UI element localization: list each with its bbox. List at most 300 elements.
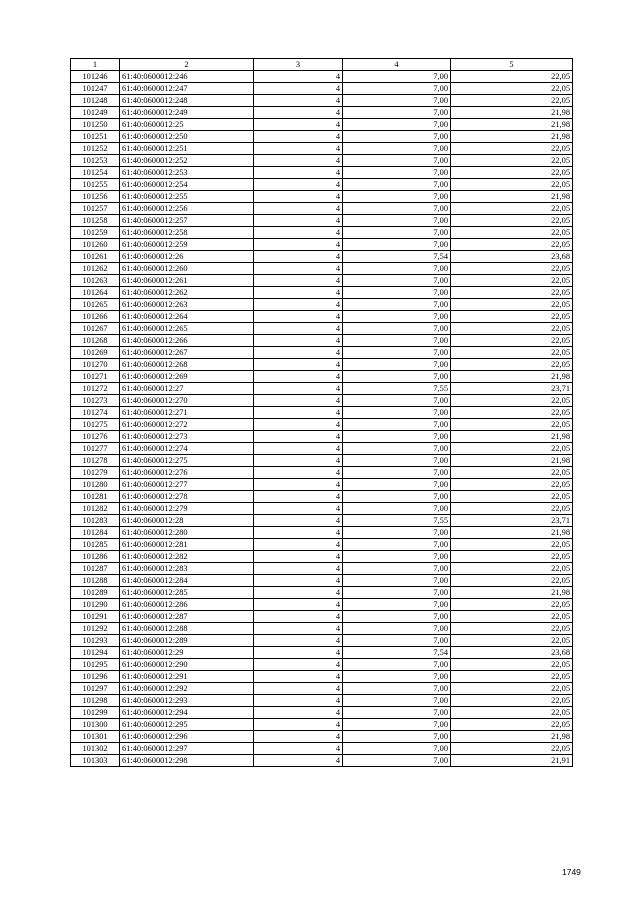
- col-4-value: 7,00: [343, 479, 451, 491]
- table-row: [71, 359, 573, 371]
- col-4-value: 7,00: [343, 155, 451, 167]
- row-id: 101285: [71, 539, 120, 551]
- col-4-value: 7,54: [343, 251, 451, 263]
- col-3-value: 4: [254, 695, 343, 707]
- col-3-value: 4: [254, 287, 343, 299]
- table-row: [71, 491, 573, 503]
- cadastral-number: 61:40:0600012:256: [120, 203, 254, 215]
- col-5-value: 23,68: [451, 647, 573, 659]
- col-3-value: 4: [254, 491, 343, 503]
- col-4-value: 7,00: [343, 263, 451, 275]
- cadastral-number: 61:40:0600012:253: [120, 167, 254, 179]
- cadastral-number: 61:40:0600012:290: [120, 659, 254, 671]
- cadastral-number: 61:40:0600012:280: [120, 527, 254, 539]
- column-header-3: 3: [254, 59, 343, 71]
- col-5-value: 22,05: [451, 335, 573, 347]
- col-3-value: 4: [254, 107, 343, 119]
- col-5-value: 22,05: [451, 707, 573, 719]
- table-row: [71, 731, 573, 743]
- col-5-value: 22,05: [451, 167, 573, 179]
- col-3-value: 4: [254, 635, 343, 647]
- col-3-value: 4: [254, 371, 343, 383]
- col-3-value: 4: [254, 335, 343, 347]
- col-4-value: 7,00: [343, 599, 451, 611]
- column-header-1: 1: [71, 59, 120, 71]
- table-row: [71, 647, 573, 659]
- cadastral-number: 61:40:0600012:249: [120, 107, 254, 119]
- row-id: 101252: [71, 143, 120, 155]
- col-4-value: 7,00: [343, 167, 451, 179]
- cadastral-number: 61:40:0600012:287: [120, 611, 254, 623]
- cadastral-number: 61:40:0600012:259: [120, 239, 254, 251]
- row-id: 101257: [71, 203, 120, 215]
- col-5-value: 22,05: [451, 491, 573, 503]
- col-3-value: 4: [254, 179, 343, 191]
- cadastral-number: 61:40:0600012:250: [120, 131, 254, 143]
- table-row: [71, 743, 573, 755]
- col-3-value: 4: [254, 671, 343, 683]
- col-3-value: 4: [254, 83, 343, 95]
- col-5-value: 22,05: [451, 419, 573, 431]
- col-3-value: 4: [254, 419, 343, 431]
- col-5-value: 22,05: [451, 323, 573, 335]
- table-row: [71, 215, 573, 227]
- table-row: [71, 107, 573, 119]
- cadastral-number: 61:40:0600012:274: [120, 443, 254, 455]
- cadastral-number: 61:40:0600012:260: [120, 263, 254, 275]
- cadastral-number: 61:40:0600012:266: [120, 335, 254, 347]
- col-3-value: 4: [254, 503, 343, 515]
- col-4-value: 7,00: [343, 719, 451, 731]
- col-3-value: 4: [254, 611, 343, 623]
- table-row: [71, 239, 573, 251]
- col-4-value: 7,00: [343, 539, 451, 551]
- col-3-value: 4: [254, 239, 343, 251]
- col-5-value: 23,71: [451, 515, 573, 527]
- cadastral-number: 61:40:0600012:275: [120, 455, 254, 467]
- col-4-value: 7,00: [343, 431, 451, 443]
- table-row: [71, 683, 573, 695]
- cadastral-number: 61:40:0600012:257: [120, 215, 254, 227]
- row-id: 101254: [71, 167, 120, 179]
- col-5-value: 22,05: [451, 311, 573, 323]
- cadastral-number: 61:40:0600012:294: [120, 707, 254, 719]
- row-id: 101272: [71, 383, 120, 395]
- col-3-value: 4: [254, 587, 343, 599]
- table-row: [71, 431, 573, 443]
- col-4-value: 7,00: [343, 491, 451, 503]
- col-5-value: 22,05: [451, 635, 573, 647]
- col-3-value: 4: [254, 155, 343, 167]
- cadastral-number: 61:40:0600012:271: [120, 407, 254, 419]
- cadastral-number: 61:40:0600012:254: [120, 179, 254, 191]
- cadastral-number: 61:40:0600012:258: [120, 227, 254, 239]
- table-row: [71, 479, 573, 491]
- table-row: [71, 503, 573, 515]
- col-4-value: 7,00: [343, 203, 451, 215]
- col-5-value: 22,05: [451, 671, 573, 683]
- col-5-value: 21,98: [451, 587, 573, 599]
- col-4-value: 7,00: [343, 371, 451, 383]
- col-4-value: 7,00: [343, 191, 451, 203]
- col-4-value: 7,00: [343, 335, 451, 347]
- col-4-value: 7,00: [343, 95, 451, 107]
- col-5-value: 22,05: [451, 479, 573, 491]
- col-3-value: 4: [254, 515, 343, 527]
- col-4-value: 7,55: [343, 515, 451, 527]
- table-row: [71, 599, 573, 611]
- row-id: 101302: [71, 743, 120, 755]
- table-row: [71, 659, 573, 671]
- cadastral-number: 61:40:0600012:298: [120, 755, 254, 767]
- header-row: [71, 59, 573, 71]
- row-id: 101269: [71, 347, 120, 359]
- col-3-value: 4: [254, 143, 343, 155]
- col-3-value: 4: [254, 359, 343, 371]
- table-row: [71, 71, 573, 83]
- row-id: 101300: [71, 719, 120, 731]
- col-3-value: 4: [254, 707, 343, 719]
- col-5-value: 21,98: [451, 527, 573, 539]
- column-header-4: 4: [343, 59, 451, 71]
- cadastral-number: 61:40:0600012:278: [120, 491, 254, 503]
- col-3-value: 4: [254, 659, 343, 671]
- row-id: 101297: [71, 683, 120, 695]
- col-3-value: 4: [254, 263, 343, 275]
- col-5-value: 21,98: [451, 107, 573, 119]
- cadastral-number: 61:40:0600012:284: [120, 575, 254, 587]
- row-id: 101280: [71, 479, 120, 491]
- col-4-value: 7,00: [343, 311, 451, 323]
- col-4-value: 7,00: [343, 527, 451, 539]
- cadastral-number: 61:40:0600012:27: [120, 383, 254, 395]
- cadastral-number: 61:40:0600012:251: [120, 143, 254, 155]
- col-4-value: 7,00: [343, 407, 451, 419]
- row-id: 101268: [71, 335, 120, 347]
- cadastral-number: 61:40:0600012:28: [120, 515, 254, 527]
- col-4-value: 7,00: [343, 143, 451, 155]
- col-3-value: 4: [254, 299, 343, 311]
- table-row: [71, 407, 573, 419]
- row-id: 101298: [71, 695, 120, 707]
- row-id: 101287: [71, 563, 120, 575]
- table-row: [71, 587, 573, 599]
- cadastral-number: 61:40:0600012:282: [120, 551, 254, 563]
- col-5-value: 22,05: [451, 275, 573, 287]
- cadastral-number: 61:40:0600012:269: [120, 371, 254, 383]
- cadastral-number: 61:40:0600012:281: [120, 539, 254, 551]
- table-row: [71, 335, 573, 347]
- col-3-value: 4: [254, 455, 343, 467]
- col-3-value: 4: [254, 431, 343, 443]
- row-id: 101247: [71, 83, 120, 95]
- row-id: 101286: [71, 551, 120, 563]
- col-5-value: 22,05: [451, 503, 573, 515]
- col-4-value: 7,00: [343, 467, 451, 479]
- col-4-value: 7,00: [343, 239, 451, 251]
- row-id: 101276: [71, 431, 120, 443]
- cadastral-number: 61:40:0600012:26: [120, 251, 254, 263]
- table-row: [71, 299, 573, 311]
- table-row: [71, 527, 573, 539]
- col-3-value: 4: [254, 743, 343, 755]
- col-4-value: 7,00: [343, 131, 451, 143]
- table-row: [71, 323, 573, 335]
- table-row: [71, 203, 573, 215]
- table-row: [71, 611, 573, 623]
- col-4-value: 7,00: [343, 695, 451, 707]
- col-5-value: 21,98: [451, 431, 573, 443]
- col-4-value: 7,00: [343, 455, 451, 467]
- col-5-value: 22,05: [451, 179, 573, 191]
- col-4-value: 7,00: [343, 635, 451, 647]
- row-id: 101289: [71, 587, 120, 599]
- row-id: 101290: [71, 599, 120, 611]
- col-5-value: 22,05: [451, 71, 573, 83]
- col-5-value: 22,05: [451, 395, 573, 407]
- cadastral-number: 61:40:0600012:265: [120, 323, 254, 335]
- row-id: 101271: [71, 371, 120, 383]
- cadastral-number: 61:40:0600012:292: [120, 683, 254, 695]
- cadastral-number: 61:40:0600012:276: [120, 467, 254, 479]
- col-5-value: 22,05: [451, 95, 573, 107]
- column-header-2: 2: [120, 59, 254, 71]
- col-5-value: 22,05: [451, 551, 573, 563]
- cadastral-number: 61:40:0600012:285: [120, 587, 254, 599]
- col-3-value: 4: [254, 131, 343, 143]
- column-header-5: 5: [451, 59, 573, 71]
- col-5-value: 22,05: [451, 659, 573, 671]
- row-id: 101258: [71, 215, 120, 227]
- cadastral-number: 61:40:0600012:286: [120, 599, 254, 611]
- col-4-value: 7,00: [343, 551, 451, 563]
- col-5-value: 23,68: [451, 251, 573, 263]
- row-id: 101249: [71, 107, 120, 119]
- col-5-value: 22,05: [451, 263, 573, 275]
- cadastral-number: 61:40:0600012:289: [120, 635, 254, 647]
- col-3-value: 4: [254, 527, 343, 539]
- col-4-value: 7,00: [343, 575, 451, 587]
- cadastral-number: 61:40:0600012:252: [120, 155, 254, 167]
- col-3-value: 4: [254, 323, 343, 335]
- col-5-value: 22,05: [451, 623, 573, 635]
- row-id: 101264: [71, 287, 120, 299]
- col-5-value: 23,71: [451, 383, 573, 395]
- col-3-value: 4: [254, 551, 343, 563]
- col-5-value: 22,05: [451, 683, 573, 695]
- col-4-value: 7,00: [343, 275, 451, 287]
- col-4-value: 7,00: [343, 83, 451, 95]
- row-id: 101256: [71, 191, 120, 203]
- col-4-value: 7,00: [343, 359, 451, 371]
- col-5-value: 22,05: [451, 575, 573, 587]
- cadastral-number: 61:40:0600012:247: [120, 83, 254, 95]
- table-row: [71, 563, 573, 575]
- row-id: 101259: [71, 227, 120, 239]
- col-5-value: 22,05: [451, 611, 573, 623]
- col-4-value: 7,00: [343, 179, 451, 191]
- table-row: [71, 179, 573, 191]
- row-id: 101262: [71, 263, 120, 275]
- cadastral-number: 61:40:0600012:283: [120, 563, 254, 575]
- col-5-value: 22,05: [451, 203, 573, 215]
- col-3-value: 4: [254, 347, 343, 359]
- col-5-value: 22,05: [451, 143, 573, 155]
- row-id: 101267: [71, 323, 120, 335]
- row-id: 101260: [71, 239, 120, 251]
- table-row: [71, 347, 573, 359]
- col-5-value: 22,05: [451, 359, 573, 371]
- col-4-value: 7,00: [343, 671, 451, 683]
- cadastral-number: 61:40:0600012:261: [120, 275, 254, 287]
- table-row: [71, 95, 573, 107]
- table-row: [71, 623, 573, 635]
- table-row: [71, 383, 573, 395]
- table-row: [71, 551, 573, 563]
- page-number: 1749: [562, 867, 581, 877]
- table-row: [71, 311, 573, 323]
- col-3-value: 4: [254, 227, 343, 239]
- row-id: 101246: [71, 71, 120, 83]
- col-3-value: 4: [254, 731, 343, 743]
- col-4-value: 7,00: [343, 755, 451, 767]
- col-5-value: 22,05: [451, 155, 573, 167]
- row-id: 101266: [71, 311, 120, 323]
- col-4-value: 7,00: [343, 395, 451, 407]
- row-id: 101295: [71, 659, 120, 671]
- row-id: 101288: [71, 575, 120, 587]
- row-id: 101251: [71, 131, 120, 143]
- cadastral-number: 61:40:0600012:25: [120, 119, 254, 131]
- row-id: 101277: [71, 443, 120, 455]
- col-4-value: 7,00: [343, 611, 451, 623]
- col-3-value: 4: [254, 599, 343, 611]
- col-4-value: 7,00: [343, 119, 451, 131]
- col-5-value: 22,05: [451, 599, 573, 611]
- col-5-value: 21,98: [451, 455, 573, 467]
- cadastral-number: 61:40:0600012:293: [120, 695, 254, 707]
- col-3-value: 4: [254, 683, 343, 695]
- col-5-value: 22,05: [451, 539, 573, 551]
- table-row: [71, 695, 573, 707]
- table-row: [71, 443, 573, 455]
- table-row: [71, 515, 573, 527]
- cadastral-number: 61:40:0600012:29: [120, 647, 254, 659]
- col-5-value: 22,05: [451, 467, 573, 479]
- col-3-value: 4: [254, 383, 343, 395]
- row-id: 101301: [71, 731, 120, 743]
- col-5-value: 22,05: [451, 719, 573, 731]
- col-3-value: 4: [254, 311, 343, 323]
- col-5-value: 22,05: [451, 215, 573, 227]
- table-row: [71, 227, 573, 239]
- cadastral-number: 61:40:0600012:262: [120, 287, 254, 299]
- col-5-value: 22,05: [451, 443, 573, 455]
- row-id: 101292: [71, 623, 120, 635]
- table-row: [71, 83, 573, 95]
- col-4-value: 7,00: [343, 287, 451, 299]
- col-4-value: 7,00: [343, 743, 451, 755]
- col-5-value: 22,05: [451, 83, 573, 95]
- col-3-value: 4: [254, 167, 343, 179]
- col-3-value: 4: [254, 443, 343, 455]
- col-3-value: 4: [254, 467, 343, 479]
- row-id: 101270: [71, 359, 120, 371]
- row-id: 101291: [71, 611, 120, 623]
- col-4-value: 7,00: [343, 707, 451, 719]
- table-row: [71, 371, 573, 383]
- row-id: 101274: [71, 407, 120, 419]
- col-3-value: 4: [254, 191, 343, 203]
- col-3-value: 4: [254, 203, 343, 215]
- col-3-value: 4: [254, 215, 343, 227]
- col-5-value: 22,05: [451, 347, 573, 359]
- table-row: [71, 263, 573, 275]
- col-3-value: 4: [254, 539, 343, 551]
- col-5-value: 22,05: [451, 239, 573, 251]
- data-table: [70, 58, 573, 767]
- cadastral-number: 61:40:0600012:248: [120, 95, 254, 107]
- row-id: 101303: [71, 755, 120, 767]
- cadastral-number: 61:40:0600012:268: [120, 359, 254, 371]
- col-4-value: 7,00: [343, 347, 451, 359]
- table-row: [71, 143, 573, 155]
- col-5-value: 21,98: [451, 131, 573, 143]
- col-5-value: 22,05: [451, 743, 573, 755]
- cadastral-number: 61:40:0600012:263: [120, 299, 254, 311]
- cadastral-number: 61:40:0600012:296: [120, 731, 254, 743]
- row-id: 101248: [71, 95, 120, 107]
- col-5-value: 21,98: [451, 731, 573, 743]
- col-5-value: 22,05: [451, 227, 573, 239]
- row-id: 101250: [71, 119, 120, 131]
- table-row: [71, 419, 573, 431]
- col-4-value: 7,00: [343, 215, 451, 227]
- row-id: 101261: [71, 251, 120, 263]
- col-4-value: 7,00: [343, 419, 451, 431]
- row-id: 101283: [71, 515, 120, 527]
- cadastral-number: 61:40:0600012:277: [120, 479, 254, 491]
- table-body: [71, 71, 573, 767]
- col-3-value: 4: [254, 719, 343, 731]
- row-id: 101299: [71, 707, 120, 719]
- table-row: [71, 395, 573, 407]
- col-4-value: 7,00: [343, 107, 451, 119]
- col-3-value: 4: [254, 479, 343, 491]
- table-row: [71, 575, 573, 587]
- cadastral-number: 61:40:0600012:272: [120, 419, 254, 431]
- col-5-value: 22,05: [451, 299, 573, 311]
- table-row: [71, 707, 573, 719]
- col-5-value: 22,05: [451, 407, 573, 419]
- table-row: [71, 275, 573, 287]
- col-4-value: 7,00: [343, 443, 451, 455]
- row-id: 101294: [71, 647, 120, 659]
- table-row: [71, 251, 573, 263]
- col-3-value: 4: [254, 563, 343, 575]
- col-3-value: 4: [254, 575, 343, 587]
- table-row: [71, 155, 573, 167]
- col-4-value: 7,00: [343, 587, 451, 599]
- col-4-value: 7,00: [343, 227, 451, 239]
- row-id: 101273: [71, 395, 120, 407]
- col-5-value: 21,98: [451, 371, 573, 383]
- col-5-value: 22,05: [451, 695, 573, 707]
- row-id: 101279: [71, 467, 120, 479]
- cadastral-number: 61:40:0600012:246: [120, 71, 254, 83]
- table-row: [71, 131, 573, 143]
- table-row: [71, 119, 573, 131]
